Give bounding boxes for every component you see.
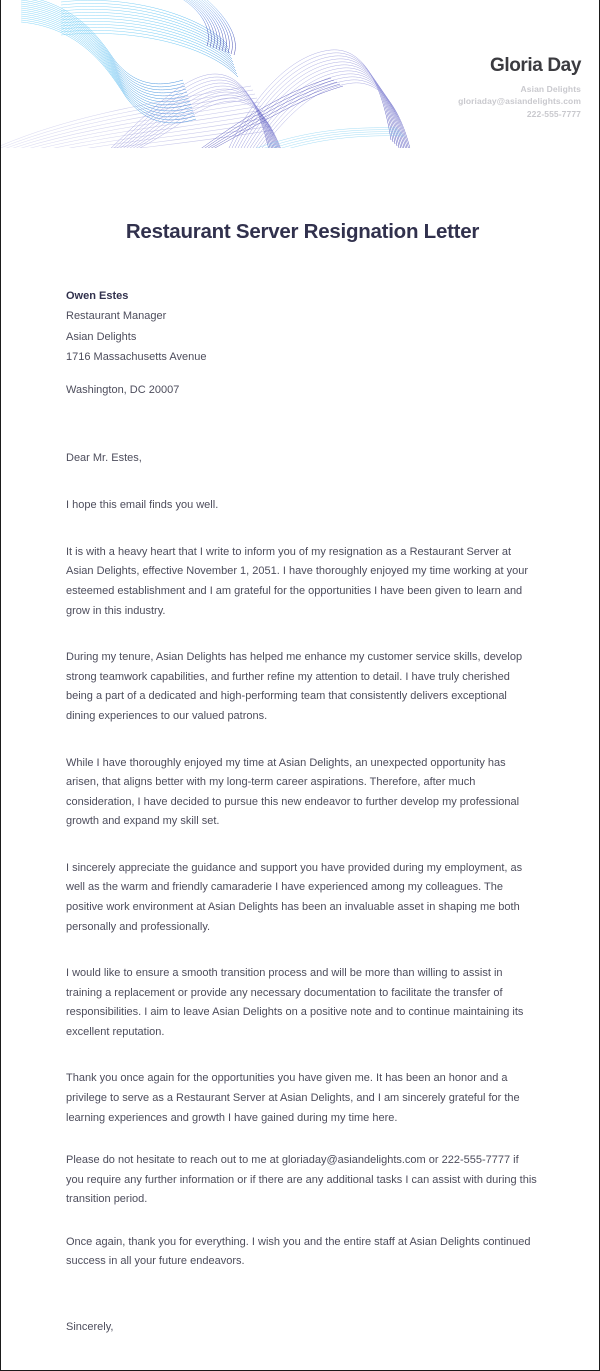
sender-name: Gloria Day <box>489 55 581 76</box>
sender-email: gloriaday@asiandelights.com <box>458 96 581 107</box>
salutation: Dear Mr. Estes, <box>66 451 142 464</box>
body-paragraph: I sincerely appreciate the guidance and support you have provided during my employment, as well as the warm and friendly camaraderie I have experienced among my colleagues. The positive work environment at Asian Delights has been an invaluable asset in shaping me both personally and professionally. <box>66 861 523 933</box>
recipient-city-state-zip: Washington, DC 20007 <box>66 384 180 397</box>
body-paragraph: I would like to ensure a smooth transition process and will be more than willing to assist in training a replacement or provide any necessary documentation to facilitate the transfer of responsibilities. I aim to leave Asian Delights on a positive note and to continue maintaining its excellent reputation. <box>66 967 524 1038</box>
letter-body <box>66 449 539 1338</box>
letterhead <box>1 0 599 152</box>
recipient-job-title: Restaurant Manager <box>66 310 167 323</box>
recipient-address-block <box>66 286 539 401</box>
recipient-street: 1716 Massachusetts Avenue <box>66 351 207 364</box>
recipient-name: Owen Estes <box>66 290 129 302</box>
body-paragraph: While I have thoroughly enjoyed my time at Asian Delights, an unexpected opportunity has arisen, that aligns better with my long-term career aspirations. Therefore, after much consideration, I have decided to pursue this new endeavor to further develop my professional growth and expand my skill set. <box>66 756 520 828</box>
abstract-wave-lines-graphic <box>1 0 416 148</box>
body-paragraph: I hope this email finds you well. <box>66 499 219 512</box>
page-title: Restaurant Server Resignation Letter <box>125 220 480 243</box>
sender-company: Asian Delights <box>520 83 581 94</box>
sender-contact-block <box>399 56 581 120</box>
letter-content <box>1 220 599 1338</box>
sender-phone: 222-555-7777 <box>526 108 581 119</box>
body-paragraph: It is with a heavy heart that I write to inform you of my resignation as a Restaurant Server at Asian Delights, effective November 1, 2051. I have thoroughly enjoyed my time working at your esteemed establishment and I am grateful for the opportunities I have been given to learn and grow in this industry. <box>66 545 529 617</box>
body-paragraph: Please do not hesitate to reach out to me at gloriaday@asiandelights.com or 222-555-7777 if you require any further information or if there are any additional tasks I can assist with during this transition period. <box>66 1154 537 1206</box>
body-paragraph: Thank you once again for the opportunities you have given me. It has been an honor and a privilege to serve as a Restaurant Server at Asian Delights, and I am sincerely grateful for the learning experiences and growth I have gained during my time here. <box>66 1072 520 1124</box>
recipient-company: Asian Delights <box>66 330 137 343</box>
closing-salutation: Sincerely, <box>66 1321 114 1334</box>
body-paragraph: Once again, thank you for everything. I wish you and the entire staff at Asian Delights continued success in all your future endeavors. <box>66 1235 531 1268</box>
body-paragraph: During my tenure, Asian Delights has helped me enhance my customer service skills, develop strong teamwork capabilities, and further refine my attention to detail. I have truly cherished being a part of a dedicated and high-performing team that consistently delivers exceptional dining experiences to our valued patrons. <box>66 651 523 722</box>
